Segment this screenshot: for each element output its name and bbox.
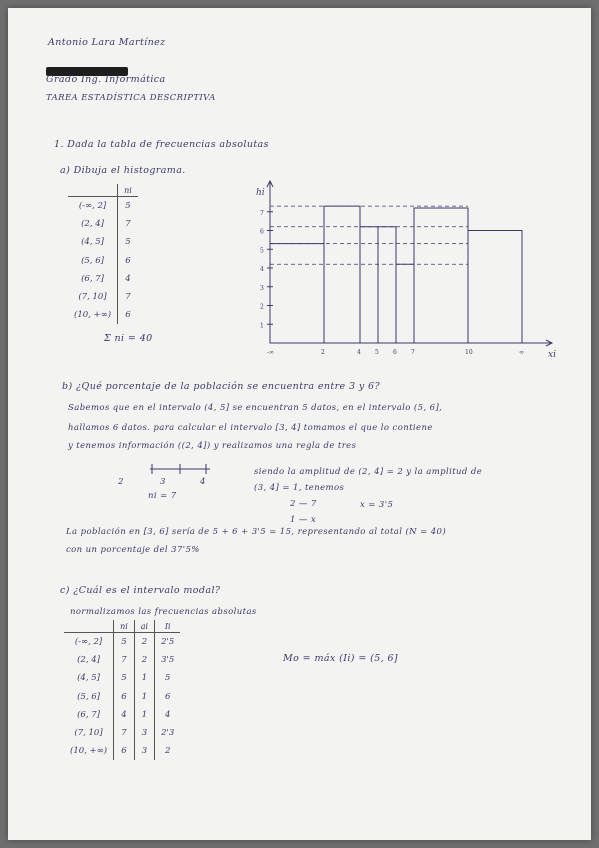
norm-header-interval — [64, 620, 114, 633]
table-row: (6, 7] 4 — [68, 270, 138, 288]
q1-title: 1. Dada la tabla de frecuencias absolutas — [54, 139, 269, 150]
number-line — [146, 460, 216, 478]
table-row: (4, 5] 5 — [68, 233, 138, 251]
table-row: (6, 7] 4 1 4 — [64, 706, 180, 724]
histogram-bar — [360, 227, 378, 343]
table-row: (5, 6] 6 — [68, 252, 138, 270]
table-row: (5, 6] 6 1 6 — [64, 688, 180, 706]
x-tick-label: 10 — [465, 349, 473, 356]
y-tick-label: 4 — [260, 266, 264, 273]
histogram-bar — [468, 231, 522, 344]
y-axis-label: hi — [256, 188, 265, 198]
histogram-bar — [270, 244, 324, 343]
assignment-title: TAREA ESTADÍSTICA DESCRIPTIVA — [46, 93, 216, 103]
x-tick-label: 4 — [357, 349, 361, 356]
student-name: Antonio Lara Martínez — [48, 37, 166, 48]
q1b-conclusion1: La población en [3, 6] sería de 5 + 6 + 3'5 = 15, representando al total (N = 40) — [66, 527, 447, 537]
x-tick-label: 5 — [375, 349, 379, 356]
number-line-right: 4 — [200, 477, 206, 487]
y-tick-label: 1 — [260, 322, 264, 330]
x-axis-label: xi — [548, 350, 556, 360]
norm-header-ai: ai — [134, 620, 154, 633]
table-row: (2, 4] 7 2 3'5 — [64, 651, 180, 669]
q1c-subtitle: normalizamos las frecuencias absolutas — [70, 607, 257, 617]
y-tick-label: 3 — [260, 284, 264, 292]
table-row: (-∞, 2] 5 — [68, 197, 138, 216]
q1b-line3: y tenemos información ((2, 4]) y realizamos una regla de tres — [68, 441, 357, 451]
norm-header-ni: ni — [114, 620, 135, 633]
q1b-line2: hallamos 6 datos. para calcular el intervalo [3, 4] tomamos el que lo contiene — [68, 423, 433, 433]
frequency-table — [68, 184, 138, 324]
number-line-left: 2 — [118, 477, 124, 487]
q1b-note1: siendo la amplitud de (2, 4] = 2 y la amplitud de — [254, 467, 483, 477]
table-header-interval — [68, 184, 118, 197]
q1a-title: a) Dibuja el histograma. — [60, 165, 186, 176]
table-row: (4, 5] 5 1 5 — [64, 669, 180, 687]
y-tick-label: 5 — [260, 247, 264, 255]
q1c-title: c) ¿Cuál es el intervalo modal? — [60, 585, 221, 596]
modal-interval: Mo = máx (Ii) = (5, 6] — [283, 653, 399, 664]
x-tick-label: 7 — [411, 349, 415, 356]
norm-header-Ii: Ii — [155, 620, 181, 633]
q1b-line1: Sabemos que en el intervalo (4, 5] se encuentran 5 datos, en el intervalo (5, 6], — [68, 403, 443, 413]
histogram-bar — [378, 227, 396, 343]
x-tick-label: -∞ — [267, 349, 275, 356]
x-tick-label: 2 — [321, 349, 325, 356]
table-row: (7, 10] 7 3 2'3 — [64, 724, 180, 742]
histogram-chart — [240, 178, 560, 363]
x-tick-label: ∞ — [519, 349, 524, 356]
histogram-bar — [396, 264, 414, 343]
table-row: (7, 10] 7 — [68, 288, 138, 306]
histogram-bar — [414, 208, 468, 343]
table-row: (10, +∞) 6 3 2 — [64, 742, 180, 760]
number-line-label: ni = 7 — [148, 491, 177, 501]
degree-line: Grado Ing. Informática — [46, 74, 166, 85]
table-header-ni: ni — [118, 184, 138, 197]
normalized-table — [64, 620, 180, 760]
rule-of-three-result: x = 3'5 — [360, 500, 394, 510]
table-row: (10, +∞) 6 — [68, 306, 138, 324]
y-tick-label: 2 — [260, 303, 264, 311]
y-tick-label: 6 — [260, 228, 264, 236]
number-line-mid: 3 — [160, 477, 166, 487]
x-tick-label: 6 — [393, 349, 397, 356]
notebook-page — [8, 8, 591, 840]
q1b-title: b) ¿Qué porcentaje de la población se encuentra entre 3 y 6? — [62, 381, 380, 392]
rule-of-three-row1: 2 — 7 — [290, 499, 317, 509]
sum-ni: Σ ni = 40 — [104, 333, 153, 344]
y-tick-label: 7 — [260, 209, 264, 217]
table-row: (-∞, 2] 5 2 2'5 — [64, 633, 180, 652]
rule-of-three-row2: 1 — x — [290, 515, 317, 525]
q1b-conclusion2: con un porcentaje del 37'5% — [66, 545, 200, 555]
q1b-note2: (3, 4] = 1, tenemos — [254, 483, 345, 493]
table-row: (2, 4] 7 — [68, 215, 138, 233]
